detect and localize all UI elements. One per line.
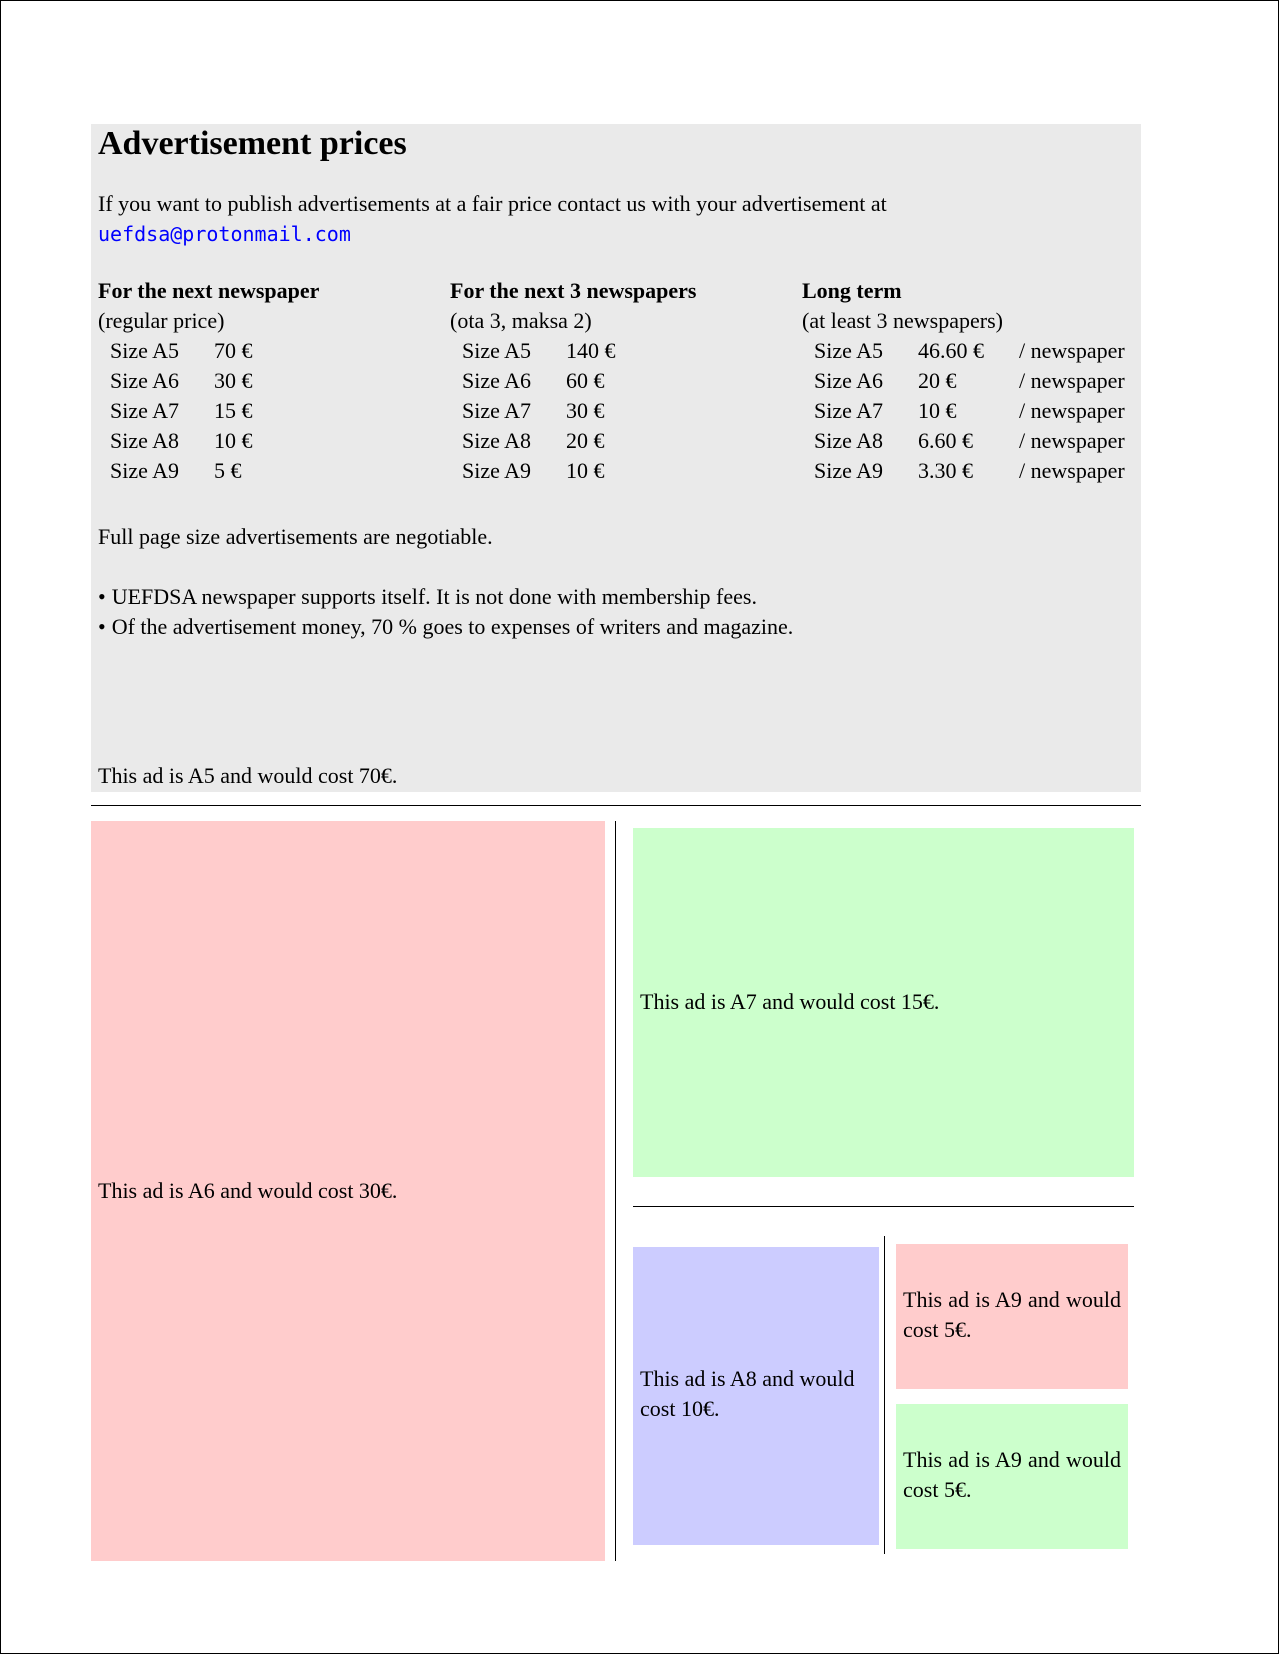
size-label: Size A9	[462, 458, 532, 483]
size-label: Size A5	[110, 338, 180, 363]
size-label: Size A8	[814, 428, 884, 453]
price-value: 10 €	[566, 458, 605, 483]
page-title: Advertisement prices	[98, 125, 407, 162]
column-heading: Long term	[802, 278, 902, 303]
email-link[interactable]: uefdsa@protonmail.com	[98, 222, 351, 246]
price-value: 5 €	[214, 458, 242, 483]
size-label: Size A8	[462, 428, 532, 453]
a9-ad-box-top	[896, 1244, 1128, 1389]
size-label: Size A5	[814, 338, 884, 363]
column-heading: For the next 3 newspapers	[450, 278, 697, 303]
price-row	[802, 336, 1125, 366]
price-row	[802, 456, 1125, 486]
price-row	[450, 366, 696, 396]
price-value: 20 €	[918, 368, 957, 393]
info-bullets	[98, 582, 793, 642]
intro-text: If you want to publish advertisements at a fair price contact us with your advertisement at	[98, 191, 887, 216]
bullet-item: • UEFDSA newspaper supports itself. It is not done with membership fees.	[98, 582, 793, 612]
price-unit: / newspaper	[1019, 458, 1125, 483]
a5-ad-box	[91, 124, 1141, 792]
price-value: 70 €	[214, 338, 253, 363]
price-value: 10 €	[918, 398, 957, 423]
size-label: Size A8	[110, 428, 180, 453]
intro-paragraph	[98, 189, 998, 249]
column-subheading: (regular price)	[98, 308, 225, 333]
price-value: 10 €	[214, 428, 253, 453]
price-unit: / newspaper	[1019, 428, 1125, 453]
size-label: Size A7	[462, 398, 532, 423]
a5-ad-caption: This ad is A5 and would cost 70€.	[98, 763, 398, 788]
size-label: Size A6	[814, 368, 884, 393]
price-value: 30 €	[566, 398, 605, 423]
price-row	[98, 456, 319, 486]
a7-ad-caption: This ad is A7 and would cost 15€.	[640, 989, 940, 1014]
a9-ad-caption: This ad is A9 and would cost 5€.	[903, 1287, 1121, 1342]
size-label: Size A9	[110, 458, 180, 483]
price-row	[450, 396, 696, 426]
column-subheading: (at least 3 newspapers)	[802, 308, 1003, 333]
price-row	[450, 426, 696, 456]
divider-vertical	[615, 821, 616, 1561]
size-label: Size A6	[110, 368, 180, 393]
size-label: Size A9	[814, 458, 884, 483]
column-subheading: (ota 3, maksa 2)	[450, 308, 592, 333]
price-row	[802, 366, 1125, 396]
price-unit: / newspaper	[1019, 398, 1125, 423]
a8-ad-caption: This ad is A8 and would cost 10€.	[640, 1366, 855, 1421]
price-row	[450, 336, 696, 366]
price-row	[98, 336, 319, 366]
bullet-item: • Of the advertisement money, 70 % goes to expenses of writers and magazine.	[98, 612, 793, 642]
a9-ad-caption: This ad is A9 and would cost 5€.	[903, 1447, 1121, 1502]
a9-ad-box-bottom	[896, 1404, 1128, 1549]
price-value: 60 €	[566, 368, 605, 393]
size-label: Size A6	[462, 368, 532, 393]
price-row	[450, 456, 696, 486]
divider-horizontal-right	[633, 1206, 1134, 1207]
column-heading: For the next newspaper	[98, 278, 320, 303]
price-column-long-term	[802, 276, 1125, 486]
price-row	[802, 426, 1125, 456]
price-column-next-3-newspapers	[450, 276, 696, 486]
divider-horizontal	[91, 805, 1141, 806]
price-value: 6.60 €	[918, 428, 973, 453]
divider-vertical-small	[884, 1236, 885, 1554]
a8-ad-box	[633, 1247, 879, 1545]
size-label: Size A7	[814, 398, 884, 423]
price-row	[98, 366, 319, 396]
a7-ad-box	[633, 828, 1134, 1177]
price-column-next-newspaper	[98, 276, 319, 486]
price-value: 3.30 €	[918, 458, 973, 483]
price-value: 15 €	[214, 398, 253, 423]
size-label: Size A7	[110, 398, 180, 423]
size-label: Size A5	[462, 338, 532, 363]
a6-ad-caption: This ad is A6 and would cost 30€.	[98, 1178, 398, 1203]
negotiable-note: Full page size advertisements are negotiable.	[98, 524, 493, 549]
a6-ad-box	[91, 821, 605, 1561]
price-value: 140 €	[566, 338, 616, 363]
price-value: 46.60 €	[918, 338, 984, 363]
price-unit: / newspaper	[1019, 338, 1125, 363]
price-value: 30 €	[214, 368, 253, 393]
price-row	[98, 426, 319, 456]
price-value: 20 €	[566, 428, 605, 453]
price-row	[802, 396, 1125, 426]
price-unit: / newspaper	[1019, 368, 1125, 393]
price-row	[98, 396, 319, 426]
